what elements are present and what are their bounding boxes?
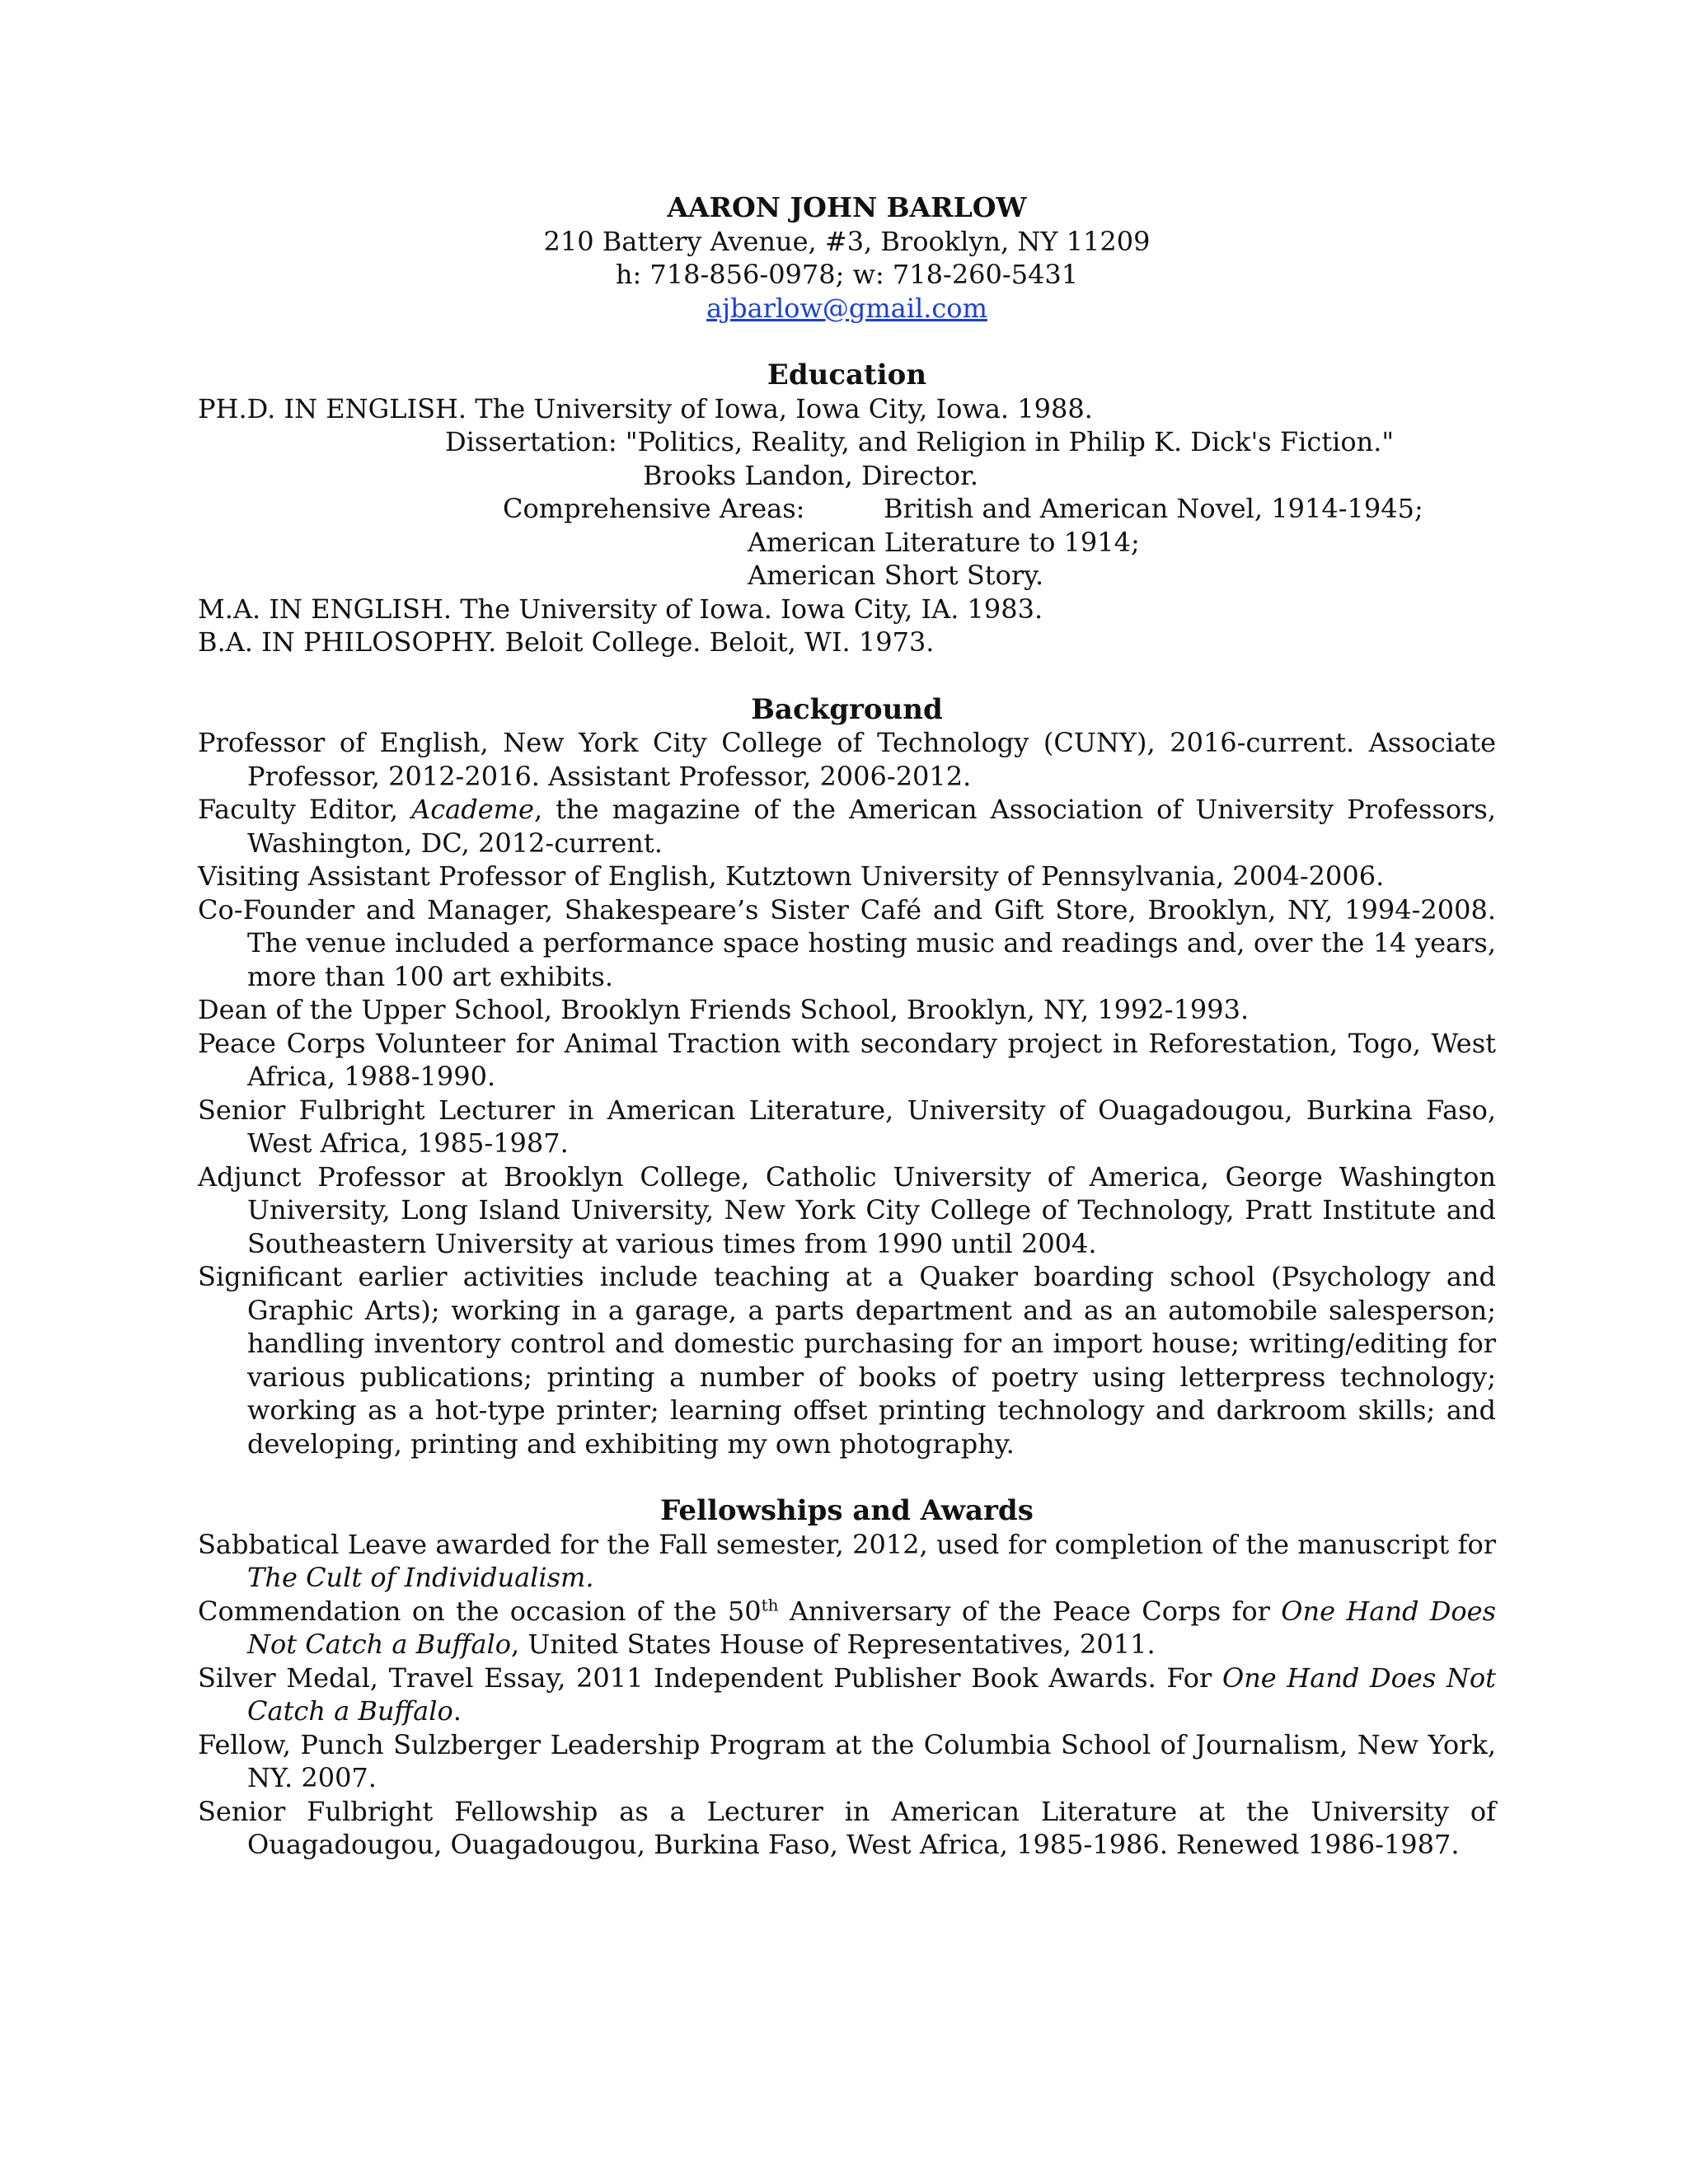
education-director: Brooks Landon, Director.: [643, 459, 979, 491]
background-item: Co-Founder and Manager, Shakespeare’s Sister Café and Gift Store, Brooklyn, NY, 1994-2008. The venue included a performance space hosting music and readings and, over the 14 years, more than 100 art exhibits.: [198, 893, 1496, 992]
award-fulbright: Senior Fulbright Fellowship as a Lecturer in American Literature at the University of Ouagadougou, Ouagadougou, Burkina Faso, West Africa, 1985-1986. Renewed 1986-1987.: [198, 1795, 1496, 1860]
area-item: American Literature to 1914;: [748, 526, 1140, 558]
cv-page: [198, 191, 1496, 1862]
cv-header: [198, 191, 1496, 325]
education-heading: Education: [767, 359, 927, 391]
awards-heading: Fellowships and Awards: [660, 1494, 1034, 1527]
cv-phones: h: 718-856-0978; w: 718-260-5431: [615, 259, 1079, 290]
background-item: Visiting Assistant Professor of English, Kutztown University of Pennsylvania, 2004-2006.: [198, 860, 1385, 892]
background-heading: Background: [751, 692, 943, 726]
background-item: Dean of the Upper School, Brooklyn Friends School, Brooklyn, NY, 1992-1993.: [198, 994, 1250, 1025]
background-item-academe: Faculty Editor, Academe, the magazine of the American Association of University Professors, Washington, DC, 2012-current.: [198, 794, 1497, 859]
email-link[interactable]: ajbarlow@gmail.com: [706, 292, 987, 324]
education-dissertation: Dissertation: "Politics, Reality, and Religion in Philip K. Dick's Fiction.": [445, 426, 1395, 457]
cv-address: 210 Battery Avenue, #3, Brooklyn, NY 11209: [543, 225, 1151, 257]
award-silver-medal: Silver Medal, Travel Essay, 2011 Independent Publisher Book Awards. For One Hand Does Not Catch a Buffalo.: [198, 1661, 1497, 1727]
area-item: British and American Novel, 1914-1945;: [884, 493, 1423, 524]
education-areas-row: [198, 492, 1496, 526]
education-ba: B.A. IN PHILOSOPHY. Beloit College. Beloit, WI. 1973.: [198, 626, 935, 658]
cv-name: AARON JOHN BARLOW: [667, 191, 1027, 223]
background-item: Peace Corps Volunteer for Animal Traction with secondary project in Reforestation, Togo, West Africa, 1988-1990.: [198, 1027, 1496, 1092]
education-ma: M.A. IN ENGLISH. The University of Iowa. Iowa City, IA. 1983.: [198, 593, 1043, 625]
background-item: Significant earlier activities include teaching at a Quaker boarding school (Psychology and Graphic Arts); working in a garage, a parts department and as an automobile salesperson; handling inventory control and domestic purchasing for an import house; writing/editing for various publications; printing a number of books of poetry using letterpress technology; working as a hot-type printer; learning offset printing technology and darkroom skills; and developing, printing and exhibiting my own photography.: [198, 1261, 1496, 1460]
background-item: Senior Fulbright Lecturer in American Literature, University of Ouagadougou, Burkina Faso, West Africa, 1985-1987.: [198, 1094, 1496, 1159]
education-phd: PH.D. IN ENGLISH. The University of Iowa, Iowa City, Iowa. 1988.: [198, 392, 1093, 424]
award-commendation: Commendation on the occasion of the 50th Anniversary of the Peace Corps for One Hand Does Not Catch a Buffalo, United States House of Representatives, 2011.: [198, 1594, 1497, 1660]
background-item: Adjunct Professor at Brooklyn College, Catholic University of America, George Washington University, Long Island University, New York City College of Technology, Pratt Institute and Southeastern University at various times from 1990 until 2004.: [198, 1160, 1496, 1259]
area-item: American Short Story.: [748, 560, 1044, 591]
award-sabbatical: Sabbatical Leave awarded for the Fall semester, 2012, used for completion of the manuscript for The Cult of Individualism.: [198, 1528, 1496, 1593]
background-item: Professor of English, New York City College of Technology (CUNY), 2016-current. Associate Professor, 2012-2016. Assistant Professor, 2006-2012.: [198, 727, 1496, 792]
areas-label: Comprehensive Areas:: [503, 493, 805, 524]
award-fellow: Fellow, Punch Sulzberger Leadership Program at the Columbia School of Journalism, New York, NY. 2007.: [198, 1728, 1496, 1793]
